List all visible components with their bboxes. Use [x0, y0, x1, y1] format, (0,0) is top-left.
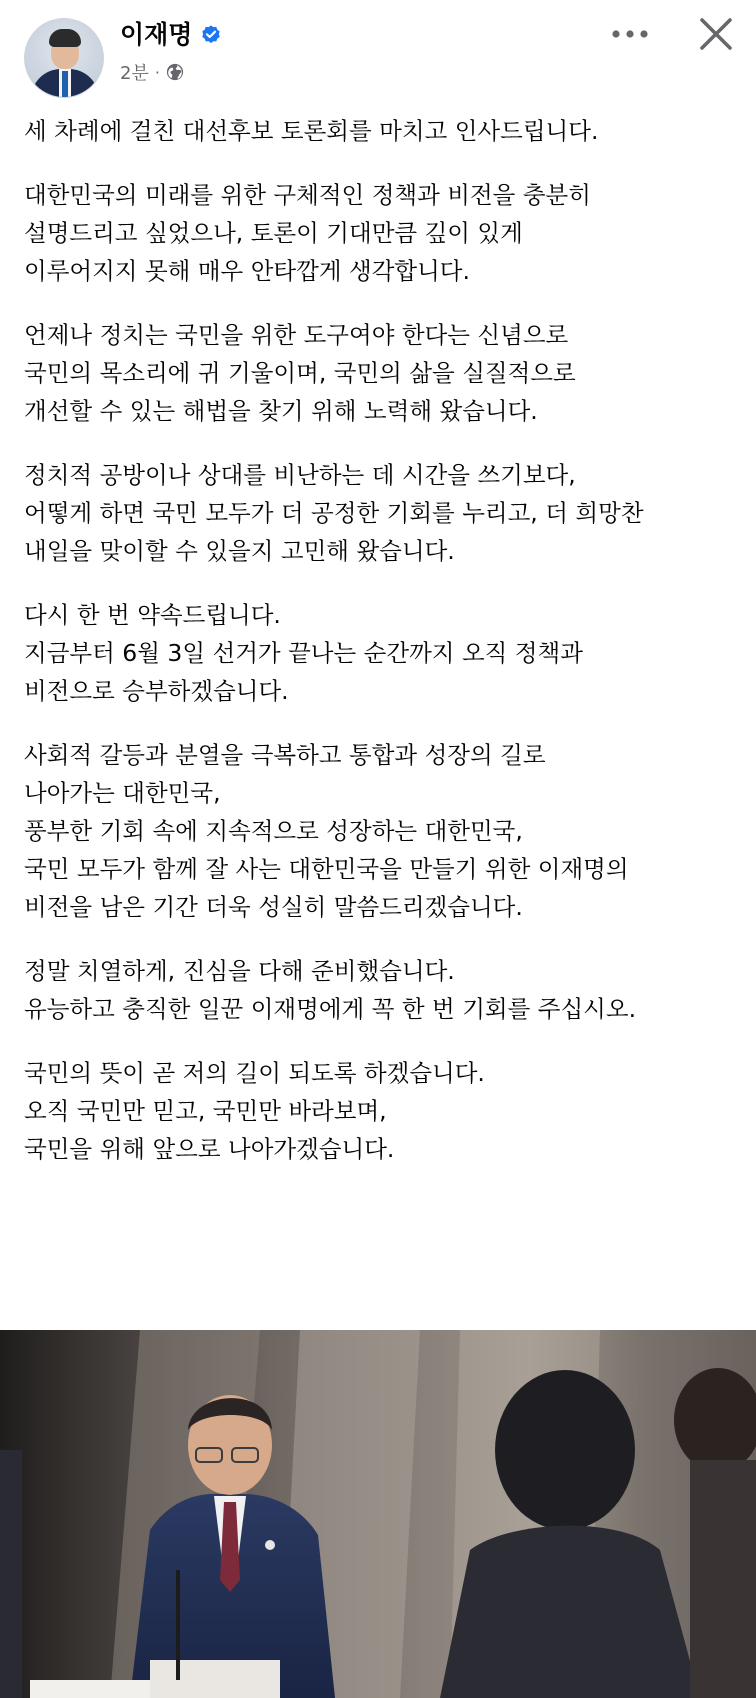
post-line: 정치적 공방이나 상대를 비난하는 데 시간을 쓰기보다, [24, 461, 576, 489]
post-line: 국민의 뜻이 곧 저의 길이 되도록 하겠습니다. [24, 1059, 485, 1087]
post-line: 설명드리고 싶었으나, 토론이 기대만큼 깊이 있게 [24, 219, 523, 247]
post-line: 이루어지지 못해 매우 안타깝게 생각합니다. [24, 257, 470, 285]
post-timestamp[interactable]: 2분 [120, 63, 149, 84]
close-icon[interactable] [694, 12, 738, 56]
post-line: 정말 치열하게, 진심을 다해 준비했습니다. [24, 957, 455, 985]
post-line: 개선할 수 있는 해법을 찾기 위해 노력해 왔습니다. [24, 397, 538, 425]
debate-stage-photo [0, 1330, 756, 1698]
author-avatar[interactable] [24, 18, 104, 98]
post-line: 풍부한 기회 속에 지속적으로 성장하는 대한민국, [24, 817, 523, 845]
post-line: 국민 모두가 함께 잘 사는 대한민국을 만들기 위한 이재명의 [24, 855, 629, 883]
post-line: 비전으로 승부하겠습니다. [24, 677, 289, 705]
post-paragraph [24, 736, 744, 926]
post-line: 내일을 맞이할 수 있을지 고민해 왔습니다. [24, 537, 455, 565]
verified-badge-icon [200, 24, 222, 46]
globe-icon[interactable] [166, 63, 184, 81]
post-paragraph [24, 596, 744, 710]
post-line: 나아가는 대한민국, [24, 779, 221, 807]
post-body [24, 112, 744, 1194]
author-name[interactable]: 이재명 [120, 20, 193, 49]
post-line: 유능하고 충직한 일꾼 이재명에게 꼭 한 번 기회를 주십시오. [24, 995, 637, 1023]
post-line: 국민을 위해 앞으로 나아가겠습니다. [24, 1135, 395, 1163]
post-header [0, 0, 756, 104]
post-line: 사회적 갈등과 분열을 극복하고 통합과 성장의 길로 [24, 741, 546, 769]
author-name-row [120, 18, 222, 52]
post-line: 다시 한 번 약속드립니다. [24, 601, 281, 629]
post-paragraph [24, 112, 744, 150]
post-line: 언제나 정치는 국민을 위한 도구여야 한다는 신념으로 [24, 321, 569, 349]
post-line: 비전을 남은 기간 더욱 성실히 말씀드리겠습니다. [24, 893, 523, 921]
meta-separator: · [154, 62, 160, 82]
post-line: 오직 국민만 믿고, 국민만 바라보며, [24, 1097, 387, 1125]
post-line: 국민의 목소리에 귀 기울이며, 국민의 삶을 실질적으로 [24, 359, 576, 387]
post-paragraph [24, 456, 744, 570]
post-paragraph [24, 316, 744, 430]
post-paragraph [24, 1054, 744, 1168]
more-options-icon[interactable] [606, 20, 654, 48]
avatar-hair [49, 29, 81, 47]
post-line: 어떻게 하면 국민 모두가 더 공정한 기회를 누리고, 더 희망찬 [24, 499, 644, 527]
avatar-tie [62, 71, 68, 97]
post-meta [120, 60, 184, 84]
post-line: 세 차례에 걸친 대선후보 토론회를 마치고 인사드립니다. [24, 117, 599, 145]
post-line: 대한민국의 미래를 위한 구체적인 정책과 비전을 충분히 [24, 181, 591, 209]
post-photo[interactable] [0, 1330, 756, 1698]
post-line: 지금부터 6월 3일 선거가 끝나는 순간까지 오직 정책과 [24, 639, 583, 667]
post-paragraph [24, 952, 744, 1028]
post-paragraph [24, 176, 744, 290]
